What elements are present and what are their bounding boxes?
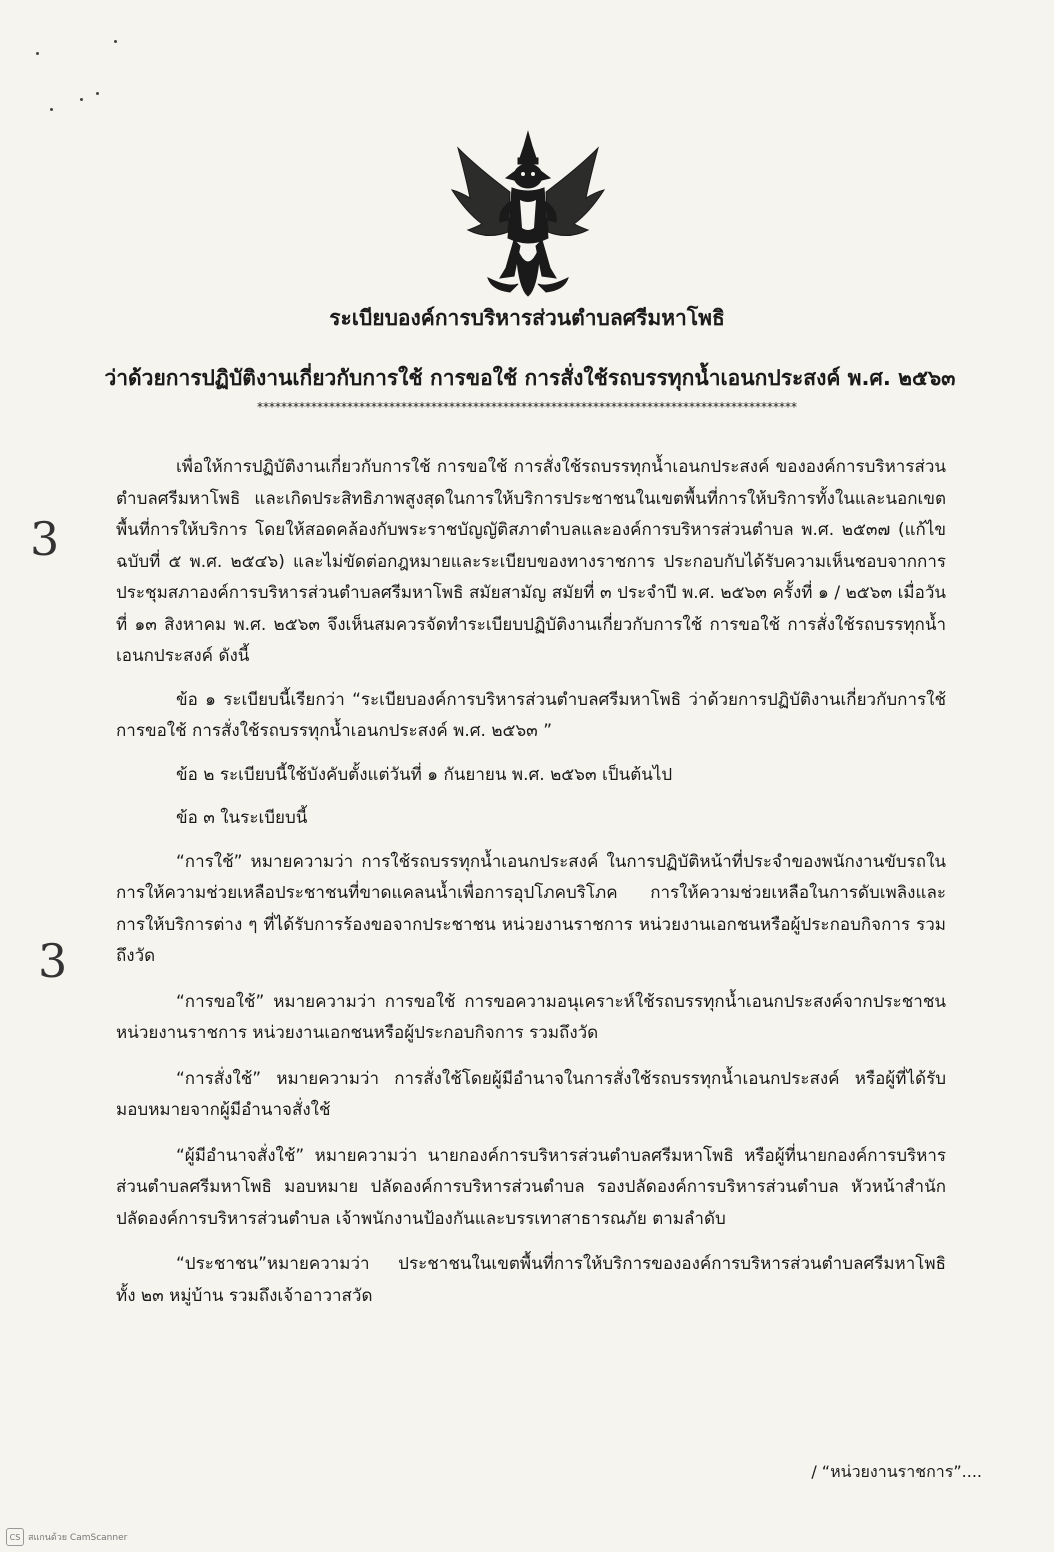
garuda-emblem-icon bbox=[448, 128, 608, 298]
scan-speck bbox=[50, 108, 53, 111]
margin-handwritten-mark: 3 bbox=[38, 934, 68, 988]
margin-handwritten-mark: 3 bbox=[30, 512, 60, 566]
clause-2: ข้อ ๒ ระเบียบนี้ใช้บังคับตั้งแต่วันที่ ๑ กันยายน พ.ศ. ๒๕๖๓ เป็นต้นไป bbox=[176, 764, 673, 785]
definition-public: “ประชาชน”หมายความว่า ประชาชนในเขตพื้นที่การให้บริการขององค์การบริหารส่วนตำบลศรีมหาโพธิ ทั้ง ๒๓ หมู่บ้าน รวมถึงเจ้าอาวาสวัด bbox=[116, 1254, 946, 1306]
definition-request: “การขอใช้” หมายความว่า การขอใช้ การขอความอนุเคราะห์ใช้รถบรรทุกน้ำเอนกประสงค์จากประชาชน หน่วยงานราชการ หน่วยงานเอกชนหรือผู้ประกอบกิจการ รวมถึงวัด bbox=[116, 991, 946, 1043]
camscanner-logo-icon: CS bbox=[6, 1528, 24, 1546]
continuation-note: / “หน่วยงานราชการ”.... bbox=[811, 1462, 982, 1481]
document-body bbox=[116, 452, 946, 1312]
scan-speck bbox=[96, 92, 99, 95]
clause-3: ข้อ ๓ ในระเบียบนี้ bbox=[176, 808, 308, 828]
title-separator: ****************************************************************************************** bbox=[257, 400, 797, 414]
preamble-paragraph: เพื่อให้การปฏิบัติงานเกี่ยวกับการใช้ การขอใช้ การสั่งใช้รถบรรทุกน้ำเอนกประสงค์ ขององค์การบริหารส่วนตำบลศรีมหาโพธิ และเกิดประสิทธิภาพสูงสุดในการให้บริการประชาชนในเขตพื้นที่การให้บริการทั้งในและนอกเขตพื้นที่การให้บริการ โดยให้สอดคล้องกับพระราชบัญญัติสภาตำบลและองค์การบริหารส่วนตำบล พ.ศ. ๒๕๓๗ (แก้ไขฉบับที่ ๕ พ.ศ. ๒๕๔๖) และไม่ขัดต่อกฎหมายและระเบียบของทางราชการ ประกอบกับได้รับความเห็นชอบจากการประชุมสภาองค์การบริหารส่วนตำบลศรีมหาโพธิ สมัยสามัญ สมัยที่ ๓ ประจำปี พ.ศ. ๒๕๖๓ ครั้งที่ ๑ / ๒๕๖๓ เมื่อวันที่ ๑๓ สิงหาคม พ.ศ. ๒๕๖๓ จึงเห็นสมควรจัดทำระเบียบปฏิบัติงานเกี่ยวกับการใช้ การขอใช้ การสั่งใช้รถบรรทุกน้ำเอนกประสงค์ ดังนี้ bbox=[116, 457, 946, 666]
scan-speck bbox=[114, 40, 117, 43]
scan-speck bbox=[80, 98, 83, 101]
definition-order: “การสั่งใช้” หมายความว่า การสั่งใช้โดยผู้มีอำนาจในการสั่งใช้รถบรรทุกน้ำเอนกประสงค์ หรือผู้ที่ได้รับมอบหมายจากผู้มีอำนาจสั่งใช้ bbox=[116, 1068, 946, 1120]
scan-speck bbox=[36, 52, 39, 55]
document-title: ระเบียบองค์การบริหารส่วนตำบลศรีมหาโพธิ bbox=[329, 306, 725, 330]
definition-authority: “ผู้มีอำนาจสั่งใช้” หมายความว่า นายกองค์การบริหารส่วนตำบลศรีมหาโพธิ หรือผู้ที่นายกองค์การบริหารส่วนตำบลศรีมหาโพธิ มอบหมาย ปลัดองค์การบริหารส่วนตำบล รองปลัดองค์การบริหารส่วนตำบล หัวหน้าสำนักปลัดองค์การบริหารส่วนตำบล เจ้าพนักงานป้องกันและบรรเทาสาธารณภัย ตามลำดับ bbox=[116, 1145, 946, 1229]
scanner-watermark bbox=[6, 1528, 127, 1546]
scanner-label: สแกนด้วย CamScanner bbox=[28, 1533, 128, 1543]
clause-1: ข้อ ๑ ระเบียบนี้เรียกว่า “ระเบียบองค์การบริหารส่วนตำบลศรีมหาโพธิ ว่าด้วยการปฏิบัติงานเกี่ยวกับการใช้ การขอใช้ การสั่งใช้รถบรรทุกน้ำเอนกประสงค์ พ.ศ. ๒๕๖๓ ” bbox=[116, 689, 946, 741]
definition-use: “การใช้” หมายความว่า การใช้รถบรรทุกน้ำเอนกประสงค์ ในการปฏิบัติหน้าที่ประจำของพนักงานขับรถในการให้ความช่วยเหลือประชาชนที่ขาดแคลนน้ำเพื่อการอุปโภคบริโภค การให้ความช่วยเหลือในการดับเพลิงและการให้บริการต่าง ๆ ที่ได้รับการร้องขอจากประชาชน หน่วยงานราชการ หน่วยงานเอกชนหรือผู้ประกอบกิจการ รวมถึงวัด bbox=[116, 851, 946, 966]
document-subtitle: ว่าด้วยการปฏิบัติงานเกี่ยวกับการใช้ การขอใช้ การสั่งใช้รถบรรทุกน้ำเอนกประสงค์ พ.ศ. ๒๕๖๓ bbox=[104, 366, 956, 390]
